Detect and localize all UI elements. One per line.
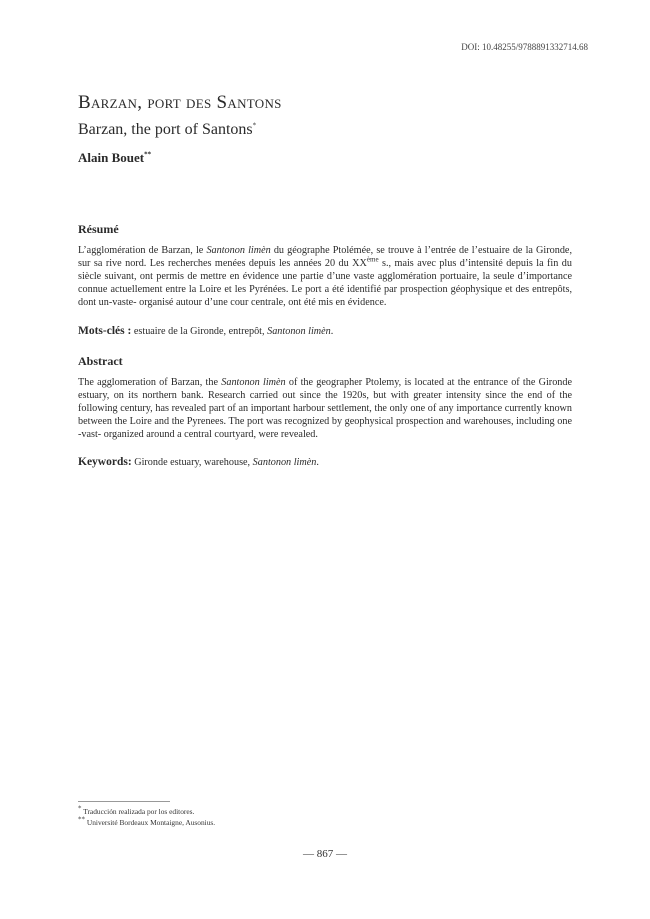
resume-term: Santonon limèn — [206, 245, 271, 257]
motscles-term: Santonon limèn — [267, 326, 331, 337]
footnotes — [78, 806, 215, 828]
author-name — [78, 150, 151, 166]
abstract-paragraph — [78, 376, 572, 441]
page-number: — 867 — — [303, 848, 347, 860]
resume-heading: Résumé — [78, 222, 119, 236]
motscles-label: Mots-clés : — [78, 325, 132, 337]
motscles-end: . — [330, 326, 334, 337]
motscles-text: estuaire de la Gironde, entrepôt, — [131, 326, 268, 337]
footnote-text: Traducción realizada por los editores. — [83, 807, 195, 816]
resume-paragraph — [78, 244, 572, 309]
abstract-heading: Abstract — [78, 354, 123, 368]
abstract-text-1: The agglomeration of Barzan, the — [78, 377, 222, 389]
keywords-label: Keywords: — [78, 456, 132, 468]
resume-section — [78, 223, 572, 310]
keywords-text: Gironde estuary, warehouse, — [131, 457, 253, 468]
keywords-end: . — [316, 457, 319, 468]
keywords-term: Santonon limèn — [252, 457, 317, 468]
subtitle-footnote-mark[interactable]: * — [252, 121, 257, 130]
keywords-section — [78, 456, 572, 469]
subtitle-text: Barzan, the port of Santons — [78, 121, 253, 138]
doi-label: DOI: 10.48255/9788891332714.68 — [461, 42, 588, 52]
abstract-section — [78, 355, 572, 442]
article-subtitle — [78, 121, 256, 139]
resume-text-2: du géographe Ptolémée, se trouve à l’entrée de l’estuaire de la Gironde, sur sa rive nord. Les recherches menées depuis les années 20 du XX — [78, 245, 572, 270]
resume-superscript: ème — [366, 255, 379, 264]
footnote-mark: * — [78, 804, 82, 813]
abstract-term: Santonon limèn — [221, 377, 286, 389]
footnote-item — [78, 817, 215, 828]
motscles-line — [78, 325, 572, 338]
footnote-mark: ** — [78, 815, 85, 824]
author-footnote-mark[interactable]: ** — [144, 150, 152, 159]
resume-text-1: L’agglomération de Barzan, le — [78, 245, 207, 257]
resume-text-3: s., mais avec plus d’intensité depuis la fin du siècle suivant, ont permis de mettre en évidence une partie d’une vaste agglomération portuaire, la seule d’importance connue actuellement entre la Loire et les Pyrénées. Le port a été identifié par prospection géophysique et des entrepôts, dont un-vaste- organisé autour d’une cour centrale, ont été mis en évidence. — [78, 258, 572, 309]
footnote-text: Université Bordeaux Montaigne, Ausonius. — [86, 818, 216, 827]
motscles-section — [78, 325, 572, 338]
article-title: Barzan, port des Santons — [78, 92, 282, 113]
keywords-line — [78, 456, 572, 469]
abstract-text-2: of the geographer Ptolemy, is located at the entrance of the Gironde estuary, on its northern bank. Research carried out since the 1920s, but with greater intensity since the end of the following century, has revealed part of an important harbour settlement, the only one of any importance currently known between the Loire and the Pyrenees. The port was recognized by geophysical prospection and warehouses, including one -vast- organized around a central courtyard, were revealed. — [78, 377, 572, 441]
footnote-item — [78, 806, 215, 817]
footnote-divider — [78, 801, 170, 802]
author-text: Alain Bouet — [78, 150, 145, 165]
